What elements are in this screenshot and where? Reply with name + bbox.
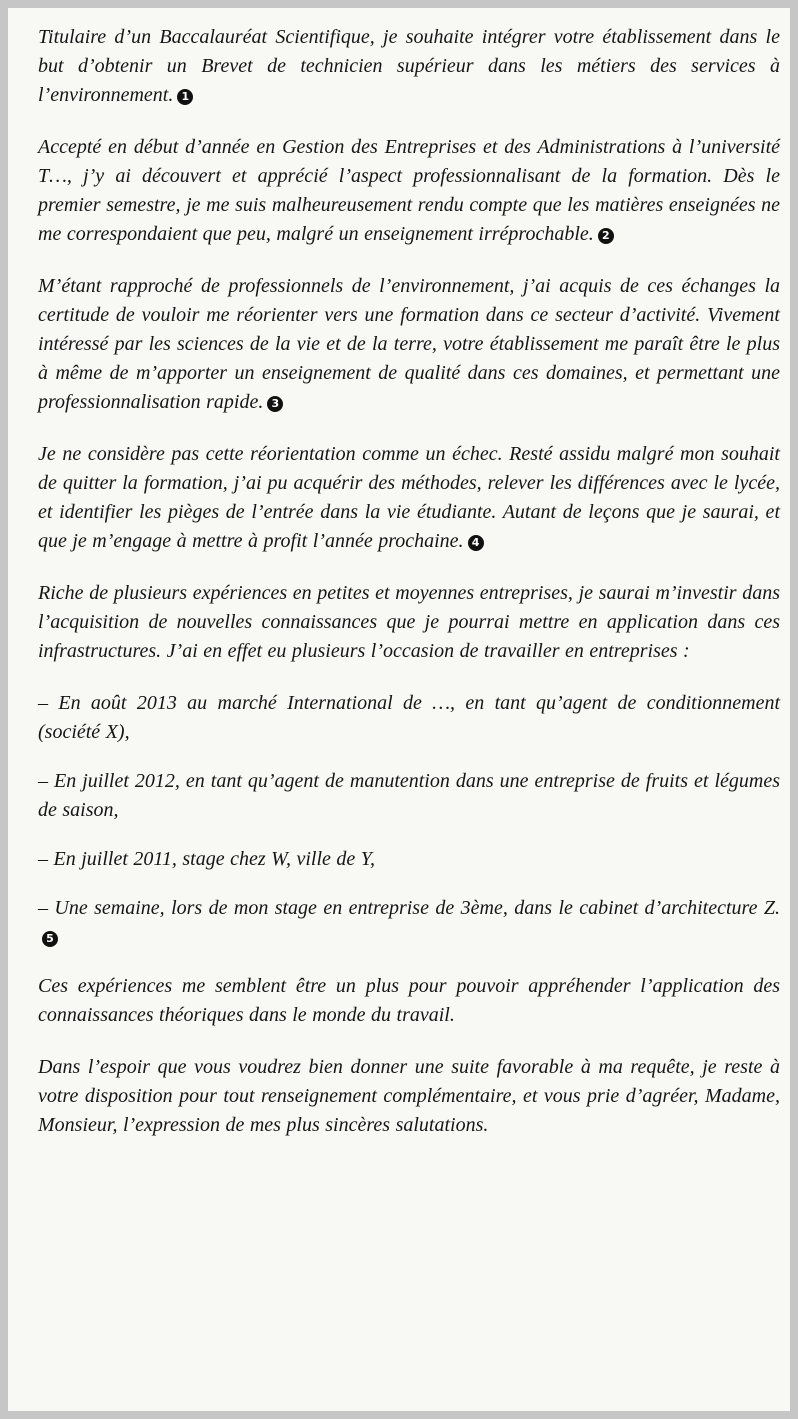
letter-paragraph xyxy=(38,440,780,556)
numbered-marker-icon: 2 xyxy=(598,228,614,244)
paragraph-text: Dans l’espoir que vous voudrez bien donner une suite favorable à ma requête, je reste à votre disposition pour tout renseignement complémentaire, et vous prie d’agréer, Madame, Monsieur, l’expression de mes plus sincères salutations. xyxy=(38,1056,780,1136)
paragraph-text: – En juillet 2011, stage chez W, ville de Y, xyxy=(38,848,376,870)
paragraph-text: Je ne considère pas cette réorientation comme un échec. Resté assidu malgré mon souhait de quitter la formation, j’ai pu acquérir des méthodes, relever les différences avec le lycée, et identifier les pièges de l’entrée dans la vie étudiante. Autant de leçons que je saurai, et que je m’engage à mettre à profit l’année prochaine. xyxy=(38,443,780,552)
closing-paragraph xyxy=(38,1053,780,1140)
experience-list-item xyxy=(38,894,780,952)
letter-paragraph xyxy=(38,972,780,1030)
letter-paragraph xyxy=(38,272,780,417)
numbered-marker-icon: 4 xyxy=(468,535,484,551)
letter-paragraph xyxy=(38,23,780,110)
paragraph-text: – En août 2013 au marché International de …, en tant qu’agent de conditionnement (société X), xyxy=(38,692,780,743)
numbered-marker-icon: 3 xyxy=(267,396,283,412)
letter-paragraph xyxy=(38,133,780,249)
paragraph-text: Accepté en début d’année en Gestion des Entreprises et des Administrations à l’université T…, j’y ai découvert et apprécié l’aspect professionnalisant de la formation. Dès le premier semestre, je me suis malheureusement rendu compte que les matières enseignées ne me correspondaient que peu, malgré un enseignement irréprochable. xyxy=(38,136,780,245)
cover-letter-body xyxy=(38,23,780,1163)
paragraph-text: – Une semaine, lors de mon stage en entreprise de 3ème, dans le cabinet d’architecture Z. xyxy=(38,897,780,919)
paragraph-text: Ces expériences me semblent être un plus pour pouvoir appréhender l’application des connaissances théoriques dans le monde du travail. xyxy=(38,975,780,1026)
experience-list-item xyxy=(38,767,780,825)
paragraph-text: Titulaire d’un Baccalauréat Scientifique, je souhaite intégrer votre établissement dans le but d’obtenir un Brevet de technicien supérieur dans les métiers des services à l’environnement. xyxy=(38,26,780,106)
paragraph-text: Riche de plusieurs expériences en petites et moyennes entreprises, je saurai m’investir dans l’acquisition de nouvelles connaissances que je pourrai mettre en application dans ces infrastructures. J’ai en effet eu plusieurs l’occasion de travailler en entreprises : xyxy=(38,582,780,662)
experience-list-item xyxy=(38,689,780,747)
numbered-marker-icon: 1 xyxy=(177,89,193,105)
letter-paragraph xyxy=(38,579,780,666)
numbered-marker-icon: 5 xyxy=(42,931,58,947)
paragraph-text: – En juillet 2012, en tant qu’agent de manutention dans une entreprise de fruits et légumes de saison, xyxy=(38,770,780,821)
paragraph-text: M’étant rapproché de professionnels de l’environnement, j’ai acquis de ces échanges la certitude de vouloir me réorienter vers une formation dans ce secteur d’activité. Vivement intéressé par les sciences de la vie et de la terre, votre établissement me paraît être le plus à même de m’apporter un enseignement de qualité dans ces domaines, et permettant une professionnalisation rapide. xyxy=(38,275,780,413)
experience-list-item xyxy=(38,845,780,874)
